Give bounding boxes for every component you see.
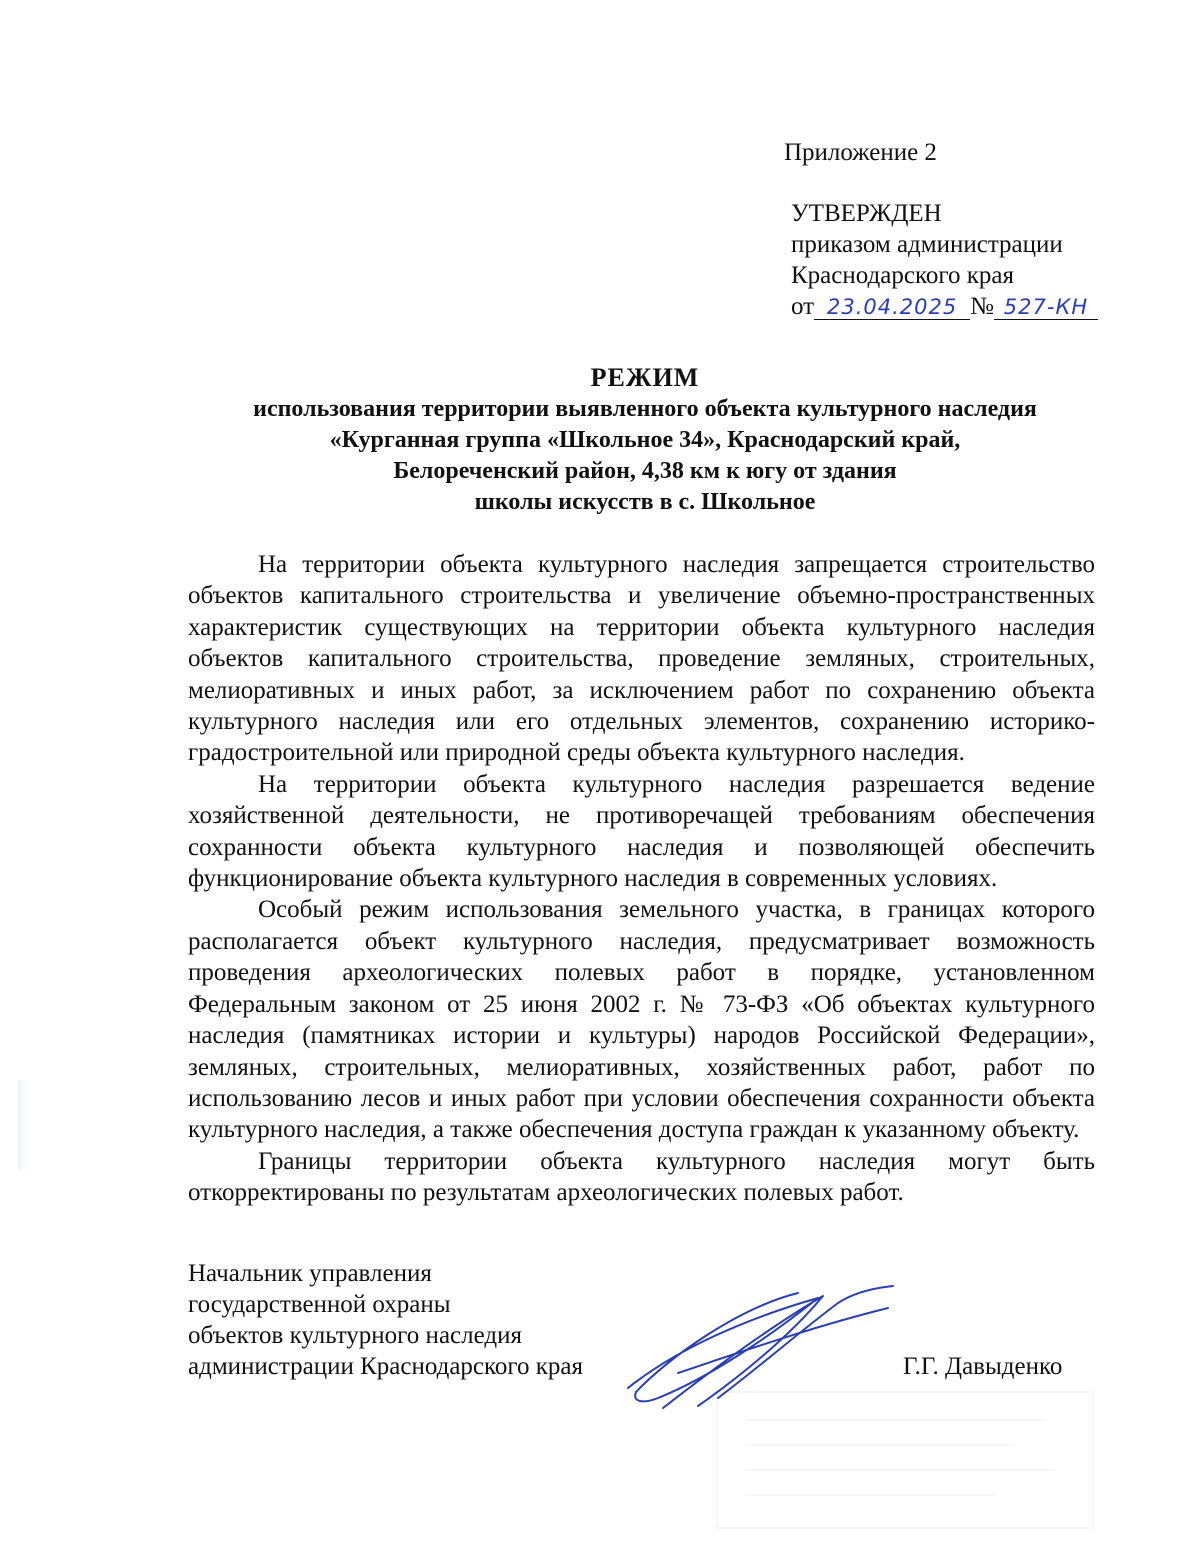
paragraph-special-regime: Особый режим использования земельного участка, в границах которого располагается объект культурного наследия, предусматривает возможность проведения археологических полевых работ в порядке, установленном Федеральным законом от 25 июня 2002 г. № 73-ФЗ «Об объектах культурного наследия (памятниках истории и культуры) народов Российской Федерации», земляных, строительных, мелиоративных, хозяйственных работ, работ по использованию лесов и иных работ при условии обеспечения сохранности объекта культурного наследия, а также обеспечения доступа граждан к указанному объекту. bbox=[188, 896, 1095, 1144]
title-main: РЕЖИМ bbox=[590, 363, 700, 392]
order-number-handwritten: 527-КН bbox=[1003, 295, 1089, 319]
approved-by-line-2: Краснодарского края bbox=[791, 262, 1014, 289]
signer-name: Г.Г. Давыденко bbox=[903, 1353, 1063, 1380]
order-date-field bbox=[814, 295, 970, 320]
approved-by-line-1: приказом администрации bbox=[791, 231, 1063, 258]
title-line-3: Белореченский район, 4,38 км к югу от здания bbox=[393, 458, 897, 484]
paragraph-permissions: На территории объекта культурного наследия разрешается ведение хозяйственной деятельности, не противоречащей требованиям обеспечения сохранности объекта культурного наследия и позволяющей обеспечить функционирование объекта культурного наследия в современных условиях. bbox=[188, 770, 1095, 893]
number-prefix: № bbox=[970, 293, 994, 320]
order-date-handwritten: 23.04.2025 bbox=[826, 295, 958, 319]
faint-stamp-bleedthrough bbox=[715, 1390, 1095, 1530]
signer-position-line-3: объектов культурного наследия bbox=[188, 1322, 522, 1349]
title-line-1: использования территории выявленного объекта культурного наследия bbox=[253, 396, 1037, 422]
signer-position-line-1: Начальник управления bbox=[188, 1260, 432, 1287]
order-number-field bbox=[994, 295, 1098, 320]
approval-block bbox=[791, 198, 1098, 322]
title-line-2: «Курганная группа «Школьное 34», Краснодарский край, bbox=[329, 427, 961, 453]
appendix-label: Приложение 2 bbox=[784, 139, 937, 166]
paragraph-boundaries: Границы территории объекта культурного наследия могут быть откорректированы по результатам археологических полевых работ. bbox=[188, 1147, 1095, 1207]
scan-edge-artifact bbox=[18, 1080, 28, 1170]
signer-position-line-4: администрации Краснодарского края bbox=[188, 1353, 584, 1380]
approved-label: УТВЕРЖДЕН bbox=[791, 200, 942, 227]
paragraph-prohibitions: На территории объекта культурного наследия запрещается строительство объектов капитального строительства и увеличение объемно-пространственных характеристик существующих на территории объекта культурного наследия объектов капитального строительства, проведение земляных, строительных, мелиоративных и иных работ, за исключением работ по сохранению объекта культурного наследия или его отдельных элементов, сохранению историко-градостроительной или природной среды объекта культурного наследия. bbox=[188, 551, 1095, 767]
title-line-4: школы искусств в с. Школьное bbox=[474, 489, 816, 515]
signer-position bbox=[188, 1258, 583, 1382]
date-prefix: от bbox=[791, 293, 815, 320]
order-date-number-line bbox=[791, 291, 1098, 322]
document-title bbox=[180, 362, 1110, 518]
signer-position-line-2: государственной охраны bbox=[188, 1291, 451, 1318]
body-text bbox=[188, 549, 1095, 1209]
